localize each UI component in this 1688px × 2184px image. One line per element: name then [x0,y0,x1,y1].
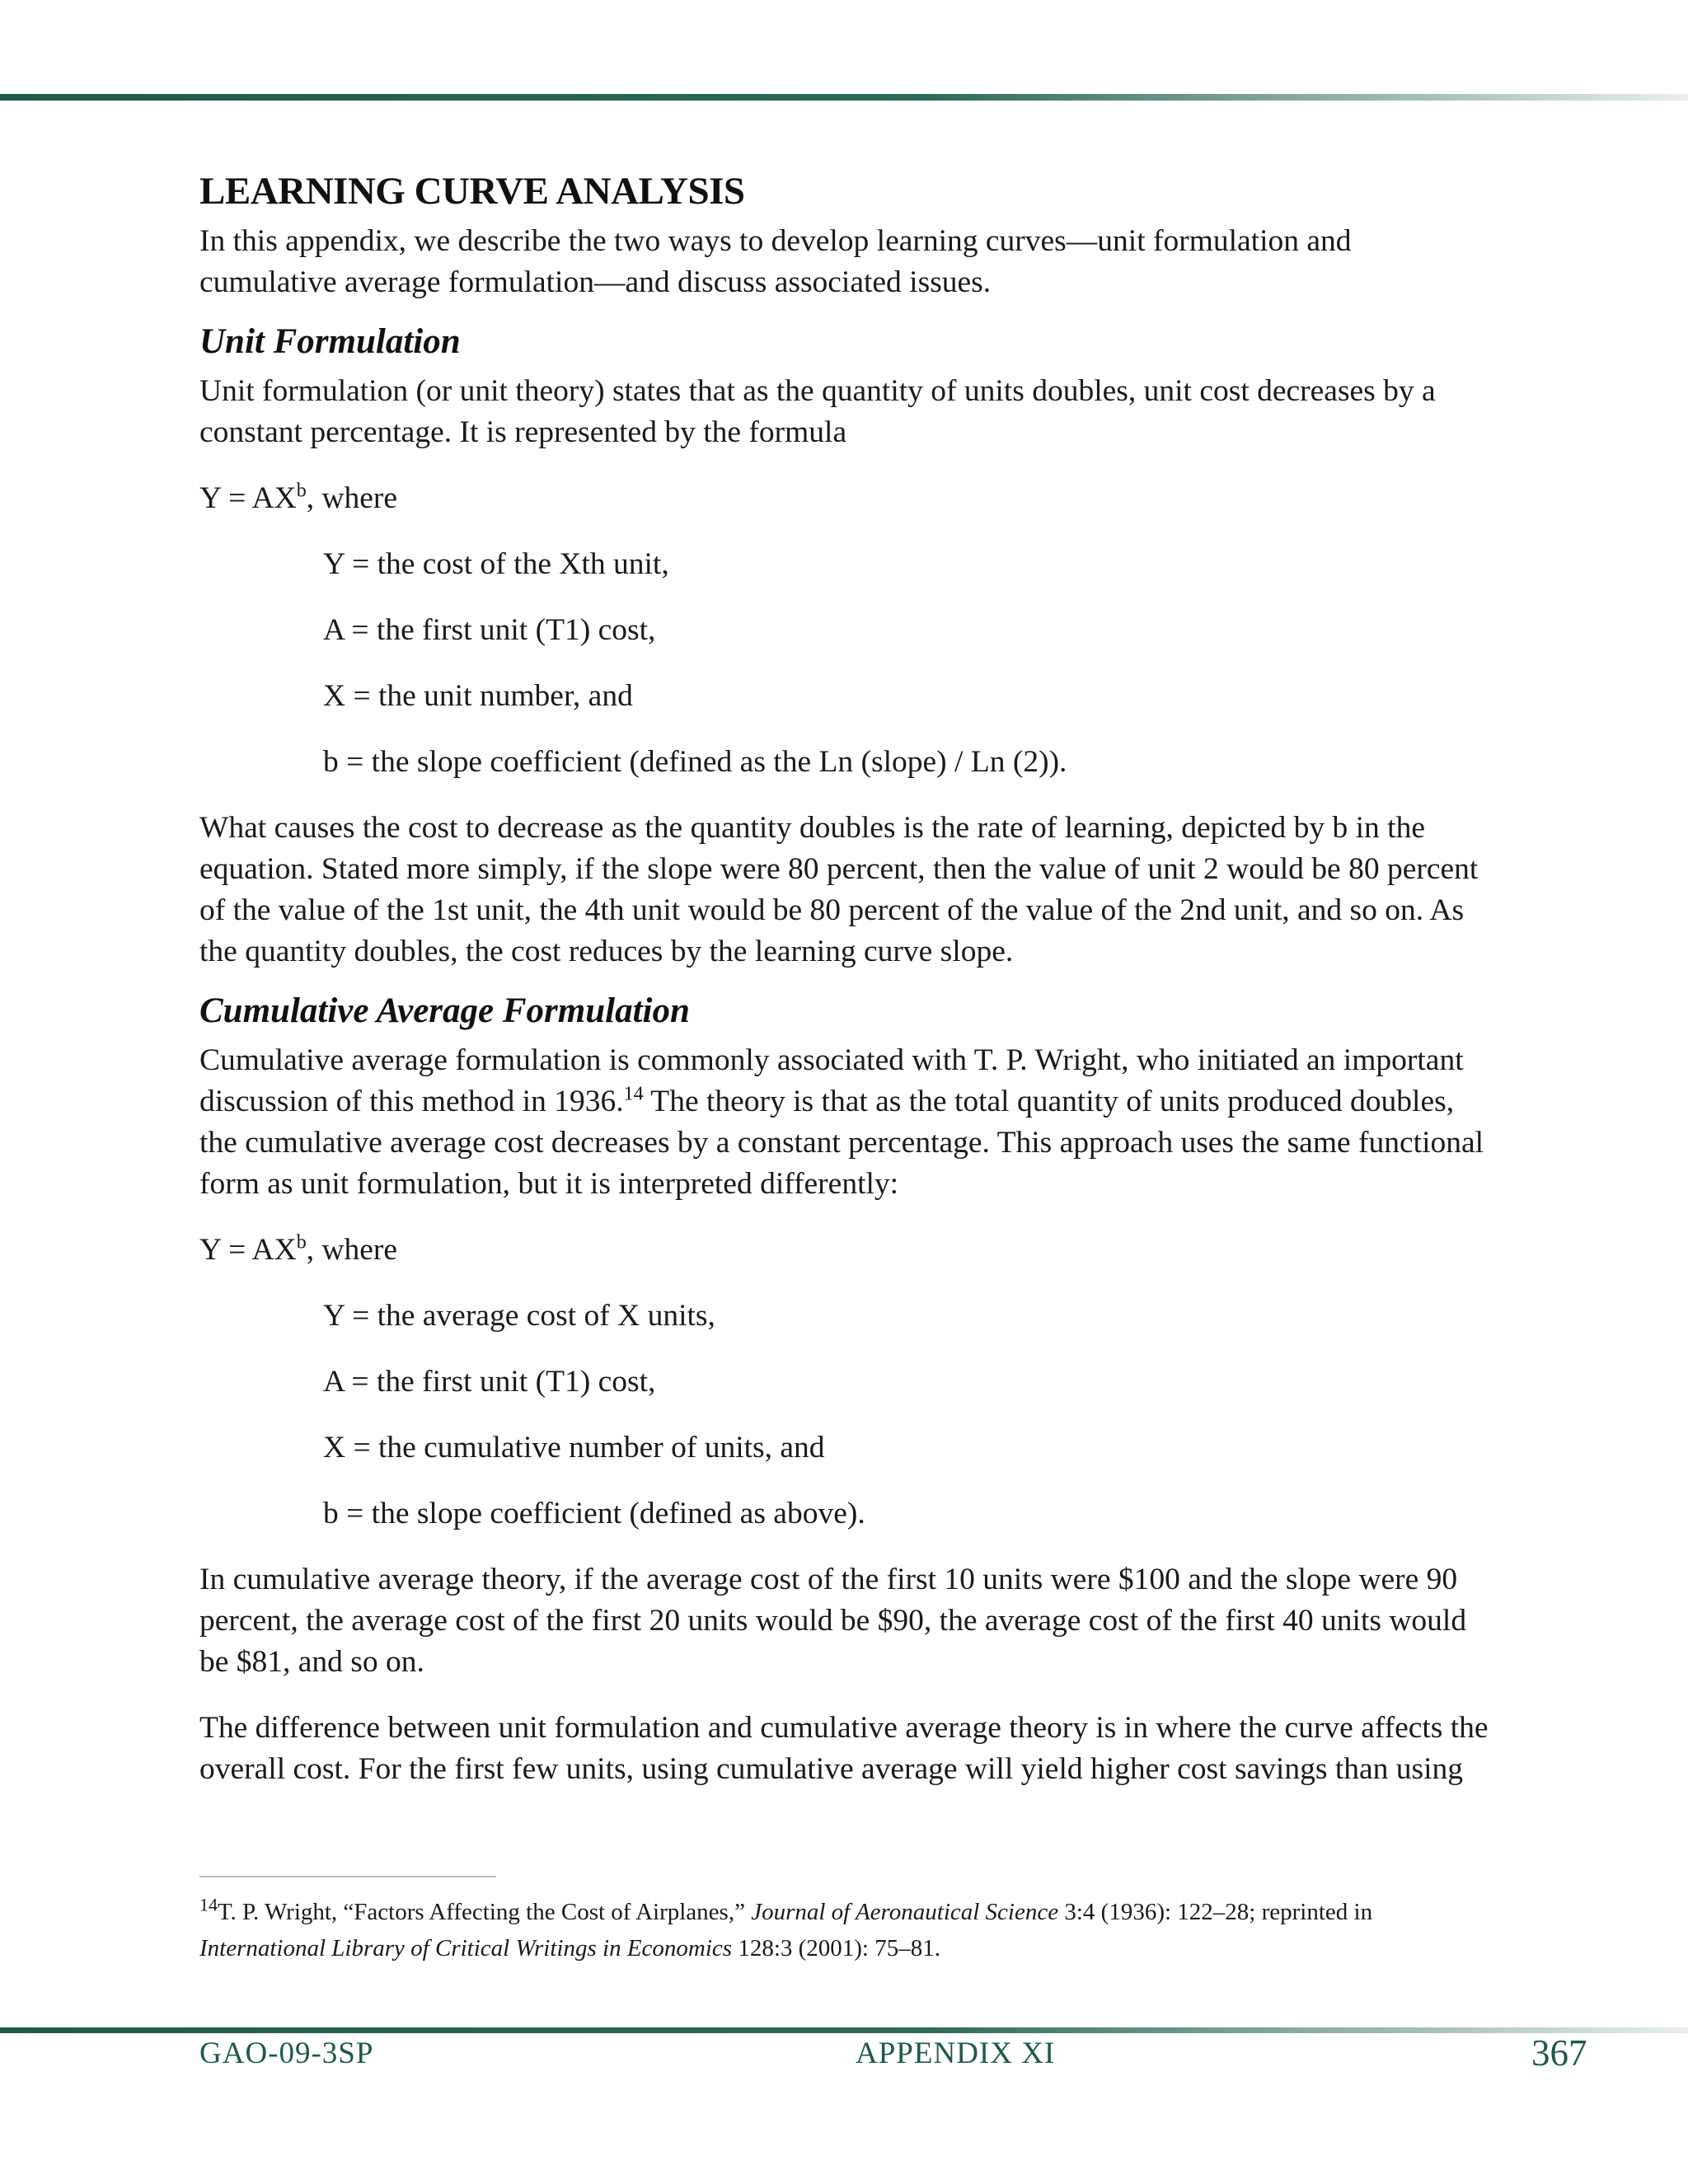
footnote-number: 14 [199,1894,218,1915]
cumulative-average-heading: Cumulative Average Formulation [199,991,690,1030]
cumulative-paragraph-3: The difference between unit formulation and cumulative average theory is in where the curve affects the overall cost. For the first few units, using cumulative average will yield higher cost savings than using [199,1711,1489,1786]
unit-definition-b: b = the slope coefficient (defined as the Ln (slope) / Ln (2)). [323,745,1067,779]
formula-base: Y = AX [199,481,297,515]
formula-tail: , where [306,1233,398,1267]
cumulative-paragraph-1a: Cumulative average formulation is commonly associated with T. P. Wright, who initiated an important discussion of this method in 1936. [199,1043,1464,1118]
footnote [199,1894,1485,1966]
page-body [199,162,1493,1790]
cumulative-definition-b: b = the slope coefficient (defined as above). [323,1497,865,1530]
footnote-reference: 14 [623,1083,644,1105]
formula-exponent: b [296,1231,307,1254]
cumulative-definition-a: A = the first unit (T1) cost, [323,1365,656,1399]
appendix-label: APPENDIX XI [856,2036,1056,2070]
unit-formula [199,478,1493,519]
formula-tail: , where [306,481,398,515]
footnote-journal-2: International Library of Critical Writings in Economics [199,1935,733,1961]
unit-definition-x: X = the unit number, and [323,679,633,713]
intro-paragraph: In this appendix, we describe the two ways to develop learning curves—unit formulation and cumulative average formulation—and discuss associated issues. [199,224,1352,299]
formula-base: Y = AX [199,1233,297,1267]
footnote-text-a: T. P. Wright, “Factors Affecting the Cost of Airplanes,” [218,1899,752,1925]
report-number: GAO-09-3SP [199,2036,374,2070]
page-title: LEARNING CURVE ANALYSIS [199,170,745,213]
cumulative-formula [199,1230,1493,1271]
cumulative-definition-x: X = the cumulative number of units, and [323,1431,825,1465]
unit-definition-y: Y = the cost of the Xth unit, [323,547,669,581]
unit-formulation-heading: Unit Formulation [199,322,461,361]
footnote-text-b: 3:4 (1936): 122–28; reprinted in [1058,1899,1373,1925]
cumulative-paragraph-1 [199,1040,1493,1205]
page-number: 367 [1531,2032,1587,2074]
unit-paragraph-1: Unit formulation (or unit theory) states that as the quantity of units doubles, unit cost decreases by a constant percentage. It is represented by the formula [199,374,1436,449]
unit-paragraph-2: What causes the cost to decrease as the quantity doubles is the rate of learning, depicted by b in the equation. Stated more simply, if the slope were 80 percent, then the value of unit 2 would be 80 percent of the value of the 1st unit, the 4th unit would be 80 percent of the value of the 2nd unit, and so on. As the quantity doubles, the cost reduces by the learning curve slope. [199,811,1479,968]
footnote-journal-1: Journal of Aeronautical Science [751,1899,1059,1925]
footer-rule [0,2027,1688,2033]
footnote-text-c: 128:3 (2001): 75–81. [732,1935,940,1961]
cumulative-definition-y: Y = the average cost of X units, [323,1299,715,1333]
header-rule [0,94,1688,101]
formula-exponent: b [296,480,307,502]
cumulative-paragraph-1b: The theory is that as the total quantity of units produced doubles, the cumulative average cost decreases by a constant percentage. This approach uses the same functional form as unit formulation, but it is interpreted differently: [199,1085,1484,1201]
unit-definition-a: A = the first unit (T1) cost, [323,613,656,647]
footnote-separator [199,1876,496,1877]
cumulative-paragraph-2: In cumulative average theory, if the average cost of the first 10 units were $100 and the slope were 90 percent, the average cost of the first 20 units would be $90, the average cost of the first 40 units would be $81, and so on. [199,1563,1467,1679]
